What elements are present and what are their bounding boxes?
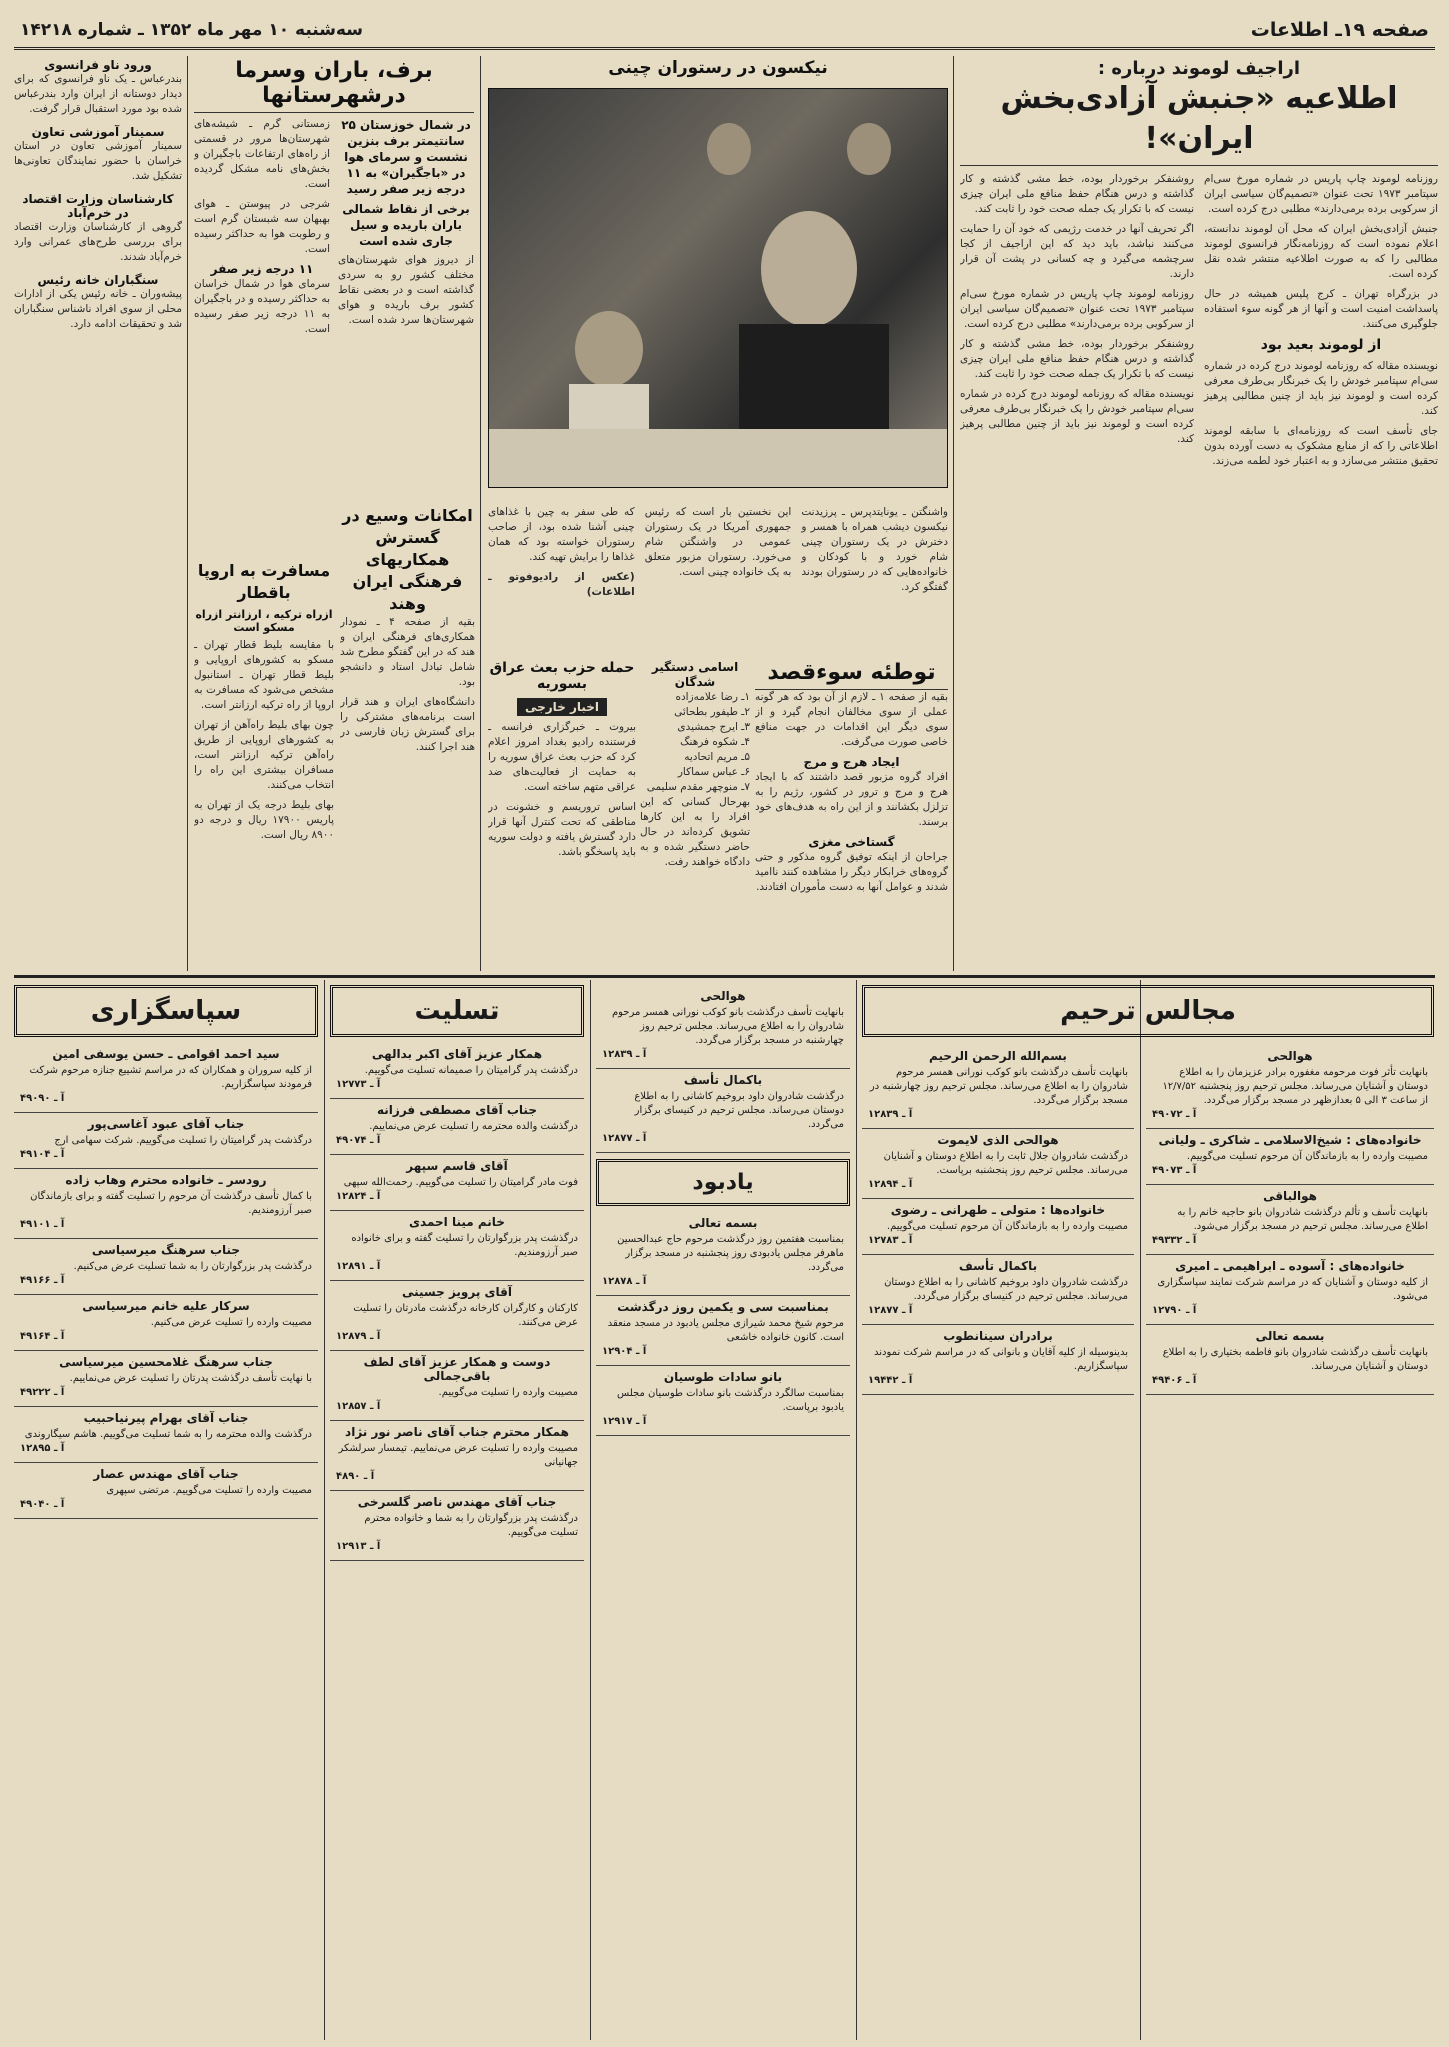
column-rule xyxy=(953,56,954,971)
notice-code: آ ـ ۱۲۸۷۸ xyxy=(602,1276,647,1287)
brief-title: کارشناسان وزارت اقتصاد در خرم‌آباد xyxy=(22,192,174,220)
nixon-title: نیکسون در رستوران چینی xyxy=(608,58,828,78)
notice-title: بسم‌الله الرحمن الرحیم xyxy=(929,1049,1067,1063)
travel-body xyxy=(194,638,334,843)
notice-text: کارکنان و کارگران کارخانه درگذشت مادرتان را تسلیت عرض می‌کنند. xyxy=(353,1303,578,1328)
notice-code: آ ـ ۱۲۸۷۷ xyxy=(602,1133,647,1144)
notice-title: خانواده‌های : آسوده ـ ابراهیمی ـ امیری xyxy=(1175,1259,1405,1273)
lead-paragraph: روشنفکر برخوردار بوده، خط مشی گذشته و کار گذاشته و درس هنگام حفظ منافع ملی ایران چیزی نیست که با تکرار یک جمله صحت خود را ثابت کند. xyxy=(960,173,1194,215)
arrested-list xyxy=(640,660,750,970)
notice-code: آ ـ ۴۹۲۲۲ xyxy=(20,1387,65,1398)
arrested-title: اسامی دستگیر شدگان xyxy=(651,660,739,689)
notice xyxy=(14,1295,318,1351)
notice-text: درگذشت والده محترمه را تسلیت عرض می‌نماییم. xyxy=(369,1121,578,1132)
travel-paragraph: چون بهای بلیط راه‌آهن از تهران به کشورهای اروپایی از طریق راه‌آهن ترکیه ارزانتر است، مسافران بیشتری این راه را انتخاب می‌کنند. xyxy=(194,719,334,791)
travel-subhead: ازراه ترکیه ، ارزانتر ازراه مسکو است xyxy=(195,608,333,634)
notice-text: از کلیه دوستان و آشنایان که در مراسم شرکت نمایند سپاسگزاری می‌شود. xyxy=(1157,1277,1428,1302)
travel-headline: مسافرت به اروپا باقطار xyxy=(197,561,331,602)
arrested-name: ۳ـ ایرج جمشیدی xyxy=(677,721,750,733)
notice xyxy=(330,1421,584,1491)
culture-article xyxy=(340,505,475,970)
lead-paragraph: روزنامه لوموند چاپ پاریس در شماره مورخ سی‌ام سپتامبر ۱۹۷۳ تحت عنوان «تصمیم‌گان سیاسی ایران از سرکوبی برده برمی‌دارند» مطلبی درج کرده است. xyxy=(1204,173,1438,215)
notice-title: سرکار علیه خانم میرسیاسی xyxy=(82,1299,250,1313)
notice-code: آ ـ ۱۲۹۰۴ xyxy=(602,1346,647,1357)
notice xyxy=(330,1155,584,1211)
column-rule xyxy=(480,56,481,971)
notice-text: بمناسبت هفتمین روز درگذشت مرحوم حاج عبدالحسین ماهرفر مجلس یادبودی روز پنجشنبه در مسجد برگزار می‌گردد. xyxy=(617,1234,844,1273)
snow-article xyxy=(194,58,474,498)
photo-figures xyxy=(489,89,948,488)
notice xyxy=(862,1325,1134,1395)
notice-title: بسمه تعالی xyxy=(1255,1329,1325,1343)
brief-text: بندرعباس ـ یک ناو فرانسوی که برای دیدار دوستانه از ایران وارد بندرعباس شده بود مورد استقبال قرار گرفت. xyxy=(14,73,182,115)
notice xyxy=(596,1296,850,1366)
notice-code: آ ـ ۱۲۸۷۷ xyxy=(868,1305,913,1316)
sepas-column xyxy=(14,985,318,2040)
notice-title: همکار محترم جناب آقای ناصر نور نژاد xyxy=(345,1425,569,1439)
snow-headline: برف، باران وسرما درشهرستانها xyxy=(194,58,474,113)
notice-code: آ ـ ۱۲۸۹۴ xyxy=(868,1179,913,1190)
notice-code: آ ـ ۱۲۸۷۹ xyxy=(336,1331,381,1342)
notice-text: بدینوسیله از کلیه آقایان و بانوانی که در مراسم شرکت نمودند سپاسگزاریم. xyxy=(874,1347,1128,1372)
notice xyxy=(862,1255,1134,1325)
notice xyxy=(596,1069,850,1153)
notice-text: بانهایت تأسف درگذشت بانو کوکب نورانی همسر مرحوم شادروان را به اطلاع می‌رساند. مجلس ترحیم روز چهارشنبه در مسجد برگزار می‌گردد. xyxy=(869,1067,1128,1106)
notice xyxy=(330,1211,584,1281)
lead-subhead: از لوموند بعید بود xyxy=(1260,337,1382,353)
notice-code: آ ـ ۴۸۹۰ xyxy=(336,1471,375,1482)
lead-paragraph: در بزرگراه تهران ـ کرج پلیس همیشه در حال پاسداشت امنیت است و آنها از هر گونه سوء استفاده جلوگیری می‌کنند. xyxy=(1204,288,1438,330)
lead-paragraph: جای تأسف است که روزنامه‌ای با سابقه لوموند اطلاعاتی را که از منابع مشکوک به دست آورده بدون تحقیق منتشر می‌سازد و به اعتبار خود لطمه می‌زند. xyxy=(1204,425,1438,467)
notice xyxy=(862,1199,1134,1255)
notice-code: آ ـ ۴۹۴۰۶ xyxy=(1152,1375,1197,1386)
column-rule xyxy=(187,56,188,971)
lead-headline: اطلاعیه «جنبش آزادی‌بخش ایران»! xyxy=(960,79,1438,166)
culture-body xyxy=(340,615,475,755)
notice xyxy=(330,1099,584,1155)
snow-subhead: برخی از نقاط شمالی باران باریده و سیل جاری شده است xyxy=(342,202,470,248)
notice-title: جناب سرهنگ غلامحسین میرسیاسی xyxy=(59,1355,273,1369)
notice-code: آ ـ ۴۹۰۴۰ xyxy=(20,1499,65,1510)
yadbood-column xyxy=(596,985,850,2040)
iraq-body xyxy=(488,720,636,860)
notice-title: دوست و همکار عزیز آقای لطف باقی‌جمالی xyxy=(363,1355,551,1383)
notice-text: بانهایت تأثر فوت مرحومه مغفوره برادر عزیزمان را به اطلاع دوستان و آشنایان می‌رساند. مجلس ترحیم روز پنجشنبه ۱۲/۷/۵۲ از ساعت ۳ الی ۵ بعدازظهر در مسجد برگزار می‌گردد. xyxy=(1162,1067,1428,1106)
notice xyxy=(14,1351,318,1407)
lead-paragraph: روزنامه لوموند چاپ پاریس در شماره مورخ سی‌ام سپتامبر ۱۹۷۳ تحت عنوان «تصمیم‌گان سیاسی ایران از سرکوبی برده برمی‌دارند» مطلبی درج کرده است. xyxy=(960,288,1194,330)
notice xyxy=(1146,1325,1434,1395)
notice-title: باکمال تأسف xyxy=(683,1073,763,1087)
tasliyat-column xyxy=(330,985,584,2040)
notice xyxy=(14,1043,318,1113)
notice-text: بانهایت تأسف و تألم درگذشت شادروان بانو حاجیه خانم را به اطلاع می‌رساند. مجلس ترحیم در مسجد برگزار می‌شود. xyxy=(1177,1207,1428,1232)
arrested-name: ۱ـ رضا علامه‌زاده xyxy=(675,691,750,703)
snow-col-right xyxy=(338,117,474,342)
arrested-name: ۲ـ طیفور بطحائی xyxy=(674,706,750,718)
notice-code: آ ـ ۴۹۱۰۴ xyxy=(20,1149,65,1160)
notice-code: آ ـ ۴۹۱۶۶ xyxy=(20,1275,65,1286)
photo-credit: (عکس از رادیوفوتو ـ اطلاعات) xyxy=(488,571,635,598)
snow-paragraph: از دیروز هوای شهرستان‌های مختلف کشور رو به سردی گذاشته است و در بعضی نقاط کشور برف باریده و هوای شهرستان‌ها سرد شده است. xyxy=(338,254,474,326)
notice xyxy=(1146,1045,1434,1129)
notice-title: جناب آقای مصطفی فرزانه xyxy=(377,1103,537,1117)
notice-title: رودسر ـ خانواده محترم وهاب زاده xyxy=(65,1173,267,1187)
nixon-text xyxy=(488,505,948,655)
snow-subhead: در شمال خوزستان ۲۵ سانتیمتر برف بنزین نشست و سرمای هوا در «باجگیران» به ۱۱ درجه زیر صفر رسید xyxy=(341,118,471,196)
plot-paragraph: بهرحال کسانی که این افراد را به این کارها تشویق کرده‌اند در حال حاضر دستگیر شده و به دادگاه خواهند رفت. xyxy=(640,796,750,868)
notice-text: درگذشت شادروان جلال ثابت را به اطلاع دوستان و آشنایان می‌رساند. مجلس ترحیم روز پنجشنبه برپاست. xyxy=(883,1151,1128,1176)
notice-title: هوالحی xyxy=(700,989,746,1003)
culture-paragraph: بقیه از صفحه ۴ ـ نمودار همکاری‌های فرهنگی ایران و هند که در این گفتگو مطرح شد شامل تبادل استاد و دانشجو بود. xyxy=(340,616,475,688)
lead-body-col-right xyxy=(1204,172,1438,474)
notice-text: مرحوم شیخ محمد شیرازی مجلس یادبود در مسجد منعقد است. کانون خانواده خاشعی xyxy=(607,1318,844,1343)
snow-paragraph: سرمای هوا در شمال خراسان به حداکثر رسیده و در باجگیران به ۱۱ درجه زیر صفر رسیده است. xyxy=(194,278,331,335)
tarhim-column xyxy=(1146,1045,1434,2040)
notice-code: آ ـ ۱۲۷۷۳ xyxy=(336,1079,381,1090)
culture-paragraph: دانشگاه‌های ایران و هند قرار است برنامه‌های مشترکی را برای گسترش زبان فارسی در هند اجرا کنند. xyxy=(340,696,475,753)
column-rule xyxy=(1140,980,1141,2040)
plot-paragraph: افراد گروه مزبور قصد داشتند که با ایجاد هرج و مرج و ترور در کشور، رژیم را به تزلزل بکشانند و از این راه به هدف‌های خود برسند. xyxy=(755,771,948,828)
notice-title: جناب آقای مهندس عصار xyxy=(93,1467,239,1481)
notice-title: خانواده‌های : شیخ‌الاسلامی ـ شاکری ـ ولیانی xyxy=(1158,1133,1422,1147)
lead-paragraph: نویسنده مقاله که روزنامه لوموند درج کرده در شماره سی‌ام سپتامبر خودش را یک خبرنگار بی‌طرف معرفی کرده است و لوموند نیز باید از چنین مطالبی پرهیز کند. xyxy=(960,388,1194,445)
lead-paragraph: روشنفکر برخوردار بوده، خط مشی گذشته و کار گذاشته و درس هنگام حفظ منافع ملی ایران چیزی نیست که با تکرار یک جمله صحت خود را ثابت کند. xyxy=(960,338,1194,380)
notice-code: آ ـ ۴۹۰۷۳ xyxy=(1152,1165,1197,1176)
date-line: سه‌شنبه ۱۰ مهر ماه ۱۳۵۲ ـ شماره ۱۴۲۱۸ xyxy=(20,19,363,40)
brief-title: سمینار آموزشی تعاون xyxy=(31,125,165,139)
notice-title: بانو سادات طوسیان xyxy=(663,1370,783,1384)
masthead xyxy=(14,12,1435,50)
notice-text: مصیبت وارده را تسلیت می‌گوییم. xyxy=(438,1387,578,1398)
section-divider xyxy=(14,975,1435,978)
culture-headline: امکانات وسیع در گسترش همکاریهای فرهنگی ایران وهند xyxy=(342,506,473,613)
notice-code: آ ـ ۴۹۰۷۲ xyxy=(1152,1109,1197,1120)
notice-title: جناب آقای مهندس ناصر گلسرخی xyxy=(357,1495,557,1509)
notice-title: همکار عزیز آقای اکبر بدالهی xyxy=(371,1047,543,1061)
notice-title: بمناسبت سی و یکمین روز درگذشت xyxy=(617,1300,829,1314)
notice xyxy=(14,1169,318,1239)
notice-text: مصیبت وارده را تسلیت عرض می‌نماییم. تیمسار سرلشکر جهانیانی xyxy=(338,1443,578,1468)
notice xyxy=(14,1113,318,1169)
notice-text: بانهایت تأسف درگذشت شادروان بانو فاطمه بختیاری را به اطلاع دوستان و آشنایان می‌رساند. xyxy=(1162,1347,1428,1372)
snow-paragraph: شرجی در پیوستن ـ هوای بهبهان سه شبستان گرم است و رطوبت هوا به حداکثر رسیده است. xyxy=(194,198,330,255)
notice xyxy=(14,1239,318,1295)
tarhim-header: مجالس ترحیم xyxy=(862,985,1434,1037)
arrested-name: ۷ـ منوچهر مقدم سلیمی xyxy=(646,781,750,793)
brief-text: سمینار آموزشی تعاون در استان خراسان با حضور نمایندگان تعاونی‌ها تشکیل شد. xyxy=(14,140,182,182)
notice-text: درگذشت پدر گرامیتان را تسلیت می‌گوییم. شرکت سهامی ارج xyxy=(54,1135,312,1146)
notice xyxy=(14,1407,318,1463)
tarhim-column-2 xyxy=(862,1045,1134,2040)
notice-title: برادران سینانطوب xyxy=(943,1329,1053,1343)
iraq-paragraph: بیروت ـ خبرگزاری فرانسه ـ فرستنده رادیو بغداد امروز اعلام کرد که حزب بعث عراق سوریه را به حمایت از فعالیت‌های ضد عراقی متهم ساخته است. xyxy=(488,721,636,793)
notice-text: با نهایت تأسف درگذشت پدرتان را تسلیت عرض می‌نماییم. xyxy=(69,1373,312,1384)
notice-title: جناب سرهنگ میرسیاسی xyxy=(91,1243,241,1257)
notice-text: بمناسبت سالگرد درگذشت بانو سادات طوسیان مجلس یادبود برپاست. xyxy=(616,1388,844,1413)
plot-subhead: گستاخی مغزی xyxy=(808,835,895,849)
notice-text: درگذشت شادروان داود بروخیم کاشانی را به اطلاع دوستان می‌رساند. مجلس ترحیم در کنیسای برگزار می‌گردد. xyxy=(634,1091,844,1130)
column-rule xyxy=(856,980,857,2040)
plot-paragraph: بقیه از صفحه ۱ ـ لازم از آن بود که هر گونه عملی از سوی مخالفان انجام گیرد و از سوی دیگر این اقدامات در جهت منافع خاصی صورت می‌گرفت. xyxy=(755,691,948,748)
page-label: صفحه ۱۹ـ اطلاعات xyxy=(1250,18,1429,41)
brief-text: پیشه‌وران ـ خانه رئیس یکی از ادارات محلی از سوی افراد ناشناس سنگباران شد و تحقیقات ادامه دارد. xyxy=(14,288,182,330)
notice xyxy=(330,1281,584,1351)
arrested-name: ۴ـ شکوه فرهنگ xyxy=(680,736,750,748)
briefs-column xyxy=(14,58,182,970)
lead-paragraph: جنبش آزادی‌بخش ایران که محل آن لوموند ندانسته، اعلام نموده است که روزنامه‌نگار فرانسوی لوموند مطالبی را که به صورت اطلاعیه منتشر شده نقل کرده است. xyxy=(1204,223,1438,280)
notice-code: آ ـ ۱۲۹۱۷ xyxy=(602,1416,647,1427)
notice-text: درگذشت پدر بزرگوارتان را به شما و خانواده محترم تسلیت می‌گوییم. xyxy=(364,1513,578,1538)
notice-text: درگذشت پدر گرامیتان را صمیمانه تسلیت می‌گوییم. xyxy=(364,1065,578,1076)
notice-text: مصیبت وارده را به بازماندگان آن مرحوم تسلیت می‌گوییم. xyxy=(1186,1151,1428,1162)
lead-body-col-left xyxy=(960,172,1194,474)
yadbood-header: یادبود xyxy=(596,1159,850,1206)
notice-title: باکمال تأسف xyxy=(958,1259,1038,1273)
notice-code: آ ـ ۴۹۳۳۲ xyxy=(1152,1235,1197,1246)
tasliyat-header: تسلیت xyxy=(330,985,584,1037)
iraq-headline: حمله حزب بعث عراق بسوریه xyxy=(489,660,635,692)
plot-paragraph: جراحان از اینکه توفیق گروه مذکور و حتی گروه‌های خرابکار دیگر را مشاهده کنند ناامید شدند و عوامل آنها به دست مأموران افتادند. xyxy=(755,851,948,893)
notice xyxy=(596,1212,850,1296)
iraq-paragraph: اساس تروریسم و خشونت در مناطقی که تحت کنترل آنها قرار دارد گسترش یافته و دولت سوریه باید پاسخگو باشد. xyxy=(488,801,636,858)
notice-title: بسمه تعالی xyxy=(688,1216,758,1230)
nixon-paragraph: که طی سفر به چین با غذاهای چینی آشنا شده بود، از صاحب رستوران خواسته بود که همان غذاها را برایش تهیه کند. xyxy=(488,506,635,563)
foreign-news-tag: اخبار خارجی xyxy=(517,698,607,716)
arrested-name: ۶ـ عباس سماکار xyxy=(677,766,750,778)
notice-title: هوالباقی xyxy=(1263,1189,1317,1203)
notice xyxy=(596,1366,850,1436)
brief-title: سنگباران خانه رئیس xyxy=(37,273,159,287)
notice xyxy=(330,1351,584,1421)
notice-code: آ ـ ۴۹۰۷۴ xyxy=(336,1135,381,1146)
notice xyxy=(14,1463,318,1519)
notice-code: آ ـ ۱۲۷۸۳ xyxy=(868,1235,913,1246)
nixon-caption: واشنگتن ـ یونایتدپرس ـ پرزیدنت نیکسون دیشب همراه با همسر و دخترش در یک رستوران چینی شام خورد و با کودکان و خانواده‌هایی که در رستوران بودند گفتگو کرد. xyxy=(801,506,948,593)
notice xyxy=(330,1043,584,1099)
nixon-article xyxy=(488,58,948,498)
notice xyxy=(330,1491,584,1561)
notice-code: آ ـ ۱۲۸۳۹ xyxy=(602,1049,647,1060)
nixon-photo xyxy=(488,88,948,488)
notice-text: درگذشت شادروان داود بروخیم کاشانی را به اطلاع دوستان می‌رساند. مجلس ترحیم در کنیسای برگزار می‌گردد. xyxy=(884,1277,1128,1302)
notice-code: آ ـ ۱۲۸۹۱ xyxy=(336,1261,381,1272)
snow-subhead: ۱۱ درجه زیر صفر xyxy=(210,262,314,276)
lead-paragraph: نویسنده مقاله که روزنامه لوموند درج کرده در شماره سی‌ام سپتامبر خودش را یک خبرنگار بی‌طرف معرفی کرده است و لوموند نیز باید از چنین مطالبی پرهیز کند. xyxy=(1204,360,1438,417)
notice-title: هوالحی xyxy=(1267,1049,1313,1063)
notice-code: آ ـ ۱۲۸۹۵ xyxy=(20,1443,65,1454)
notice-code: آ ـ ۴۹۱۶۴ xyxy=(20,1331,65,1342)
notice xyxy=(1146,1185,1434,1255)
notice-title: آقای پرویز جسینی xyxy=(401,1285,513,1299)
notice xyxy=(596,985,850,1069)
notice-title: هوالحی الذی لایموت xyxy=(937,1133,1059,1147)
notice-text: مصیبت وارده را تسلیت می‌گوییم. مرتضی سپهری xyxy=(106,1485,312,1496)
column-rule xyxy=(324,980,325,2040)
notice xyxy=(862,1129,1134,1199)
notice xyxy=(1146,1255,1434,1325)
plot-body xyxy=(755,690,948,895)
notice-text: با کمال تأسف درگذشت آن مرحوم را تسلیت گفته و برای بازماندگان صبر آرزومندیم. xyxy=(30,1191,312,1216)
plot-subhead: ایجاد هرج و مرج xyxy=(803,755,900,769)
notice-text: درگذشت پدر بزرگوارتان را تسلیت گفته و برای خانواده صبر آرزومندیم. xyxy=(351,1233,578,1258)
notice-text: از کلیه سروران و همکاران که در مراسم تشییع جنازه مرحوم شرکت فرمودند سپاسگزاریم. xyxy=(29,1065,312,1090)
lead-paragraph: اگر تحریف آنها در خدمت رژیمی که خود آن را حمایت می‌کنند نباشد، باید دید که این اراجیف از کجا سرچشمه می‌گیرد و چه کسانی در پشت آن قرار دارند. xyxy=(960,223,1194,280)
notice-code: آ ـ ۱۹۴۴۲ xyxy=(868,1375,913,1386)
notice-text: فوت مادر گرامیتان را تسلیت می‌گوییم. رحمت‌الله سپهی xyxy=(343,1177,578,1188)
notice-code: آ ـ ۱۲۹۱۳ xyxy=(336,1541,381,1552)
notice xyxy=(1146,1129,1434,1185)
notice-code: آ ـ ۴۹۰۹۰ xyxy=(20,1093,65,1104)
plot-article xyxy=(755,660,948,970)
brief-title: ورود ناو فرانسوی xyxy=(44,58,152,72)
plot-headline: توطئه سوءقصد xyxy=(755,660,948,690)
travel-paragraph: با مقایسه بلیط قطار تهران ـ مسکو به کشورهای اروپایی و بلیط قطار تهران ـ استانبول مشخص می‌شود که مسافرت به اروپا از راه ترکیه ارزانتر است. xyxy=(194,639,334,711)
notice xyxy=(862,1045,1134,1129)
notice-text: مصیبت وارده را تسلیت عرض می‌کنیم. xyxy=(150,1317,312,1328)
notice-text: بانهایت تأسف درگذشت بانو کوکب نورانی همسر مرحوم شادروان را به اطلاع می‌رساند. مجلس ترحیم روز چهارشنبه در مسجد برگزار می‌گردد. xyxy=(611,1007,844,1046)
iraq-article xyxy=(488,660,636,970)
snow-paragraph: زمستانی گرم ـ شیشه‌های شهرستان‌ها مرور در قسمتی از راه‌های ارتفاعات باجگیران و بخش‌های نامه مشکل گردیده است. xyxy=(194,118,330,190)
arrested-name: ۵ـ مریم اتحادیه xyxy=(684,751,750,763)
notice-text: درگذشت والده محترمه را به شما تسلیت می‌گوییم. هاشم سیگاروندی xyxy=(24,1429,312,1440)
notice-title: جناب آقای عبود آغاسی‌پور xyxy=(87,1117,245,1131)
column-rule xyxy=(590,980,591,2040)
notice-title: خانم مینا احمدی xyxy=(409,1215,505,1229)
lead-article xyxy=(960,58,1438,970)
notice-code: آ ـ ۴۹۱۰۱ xyxy=(20,1219,65,1230)
notice-text: درگذشت پدر بزرگوارتان را به شما تسلیت عرض می‌کنیم. xyxy=(73,1261,312,1272)
notice-code: آ ـ ۱۲۸۳۹ xyxy=(868,1109,913,1120)
travel-article xyxy=(194,560,334,970)
notice-title: خانواده‌ها : متولی ـ طهرانی ـ رضوی xyxy=(890,1203,1106,1217)
lead-kicker: اراجیف لوموند درباره : xyxy=(1097,58,1301,79)
notice-code: آ ـ ۱۲۷۹۰ xyxy=(1152,1305,1197,1316)
notice-title: جناب آقای بهرام پیرنیاحبیب xyxy=(83,1411,249,1425)
notice-code: آ ـ ۱۲۸۵۷ xyxy=(336,1401,381,1412)
travel-paragraph: بهای بلیط درجه یک از تهران به پاریس ۱۷۹۰۰ ریال و درجه دو ۸۹۰۰ ریال است. xyxy=(194,799,334,841)
snow-col-left xyxy=(194,117,330,342)
notice-code: آ ـ ۱۲۸۲۴ xyxy=(336,1191,381,1202)
notice-text: مصیبت وارده را به بازماندگان آن مرحوم تسلیت می‌گوییم. xyxy=(886,1221,1128,1232)
notice-title: آقای قاسم سپهر xyxy=(406,1159,508,1173)
notice-title: سید احمد اقوامی ـ حسن یوسفی امین xyxy=(52,1047,280,1061)
nixon-paragraph: این نخستین بار است که رئیس جمهوری آمریکا در یک رستوران عمومی در واشنگتن شام می‌خورد. رستوران مزبور متعلق به یک خانواده چینی است. xyxy=(644,506,792,578)
sepas-header: سپاسگزاری xyxy=(14,985,318,1037)
brief-text: گروهی از کارشناسان وزارت اقتصاد برای بررسی طرح‌های عمرانی وارد خرم‌آباد شدند. xyxy=(14,221,182,263)
